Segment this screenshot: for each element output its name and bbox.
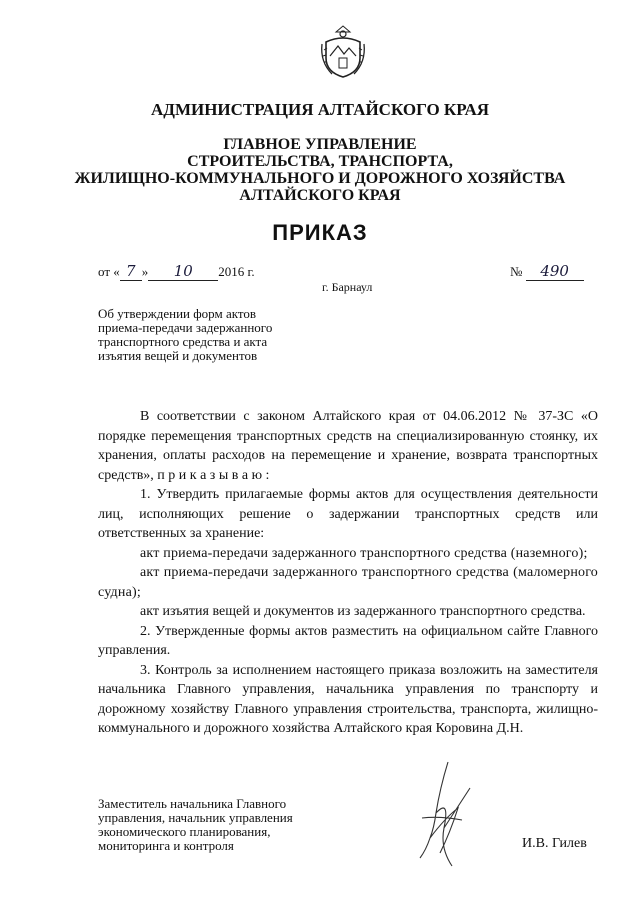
document-type: ПРИКАЗ xyxy=(272,220,368,245)
signatory-title-line: Заместитель начальника Главного xyxy=(98,796,287,811)
body-paragraph: В соответствии с законом Алтайского края от 04.06.2012 № 37-ЗС «О порядке перемещения транспортных средств на специализированную стоянку, их хранения, оплаты расходов на перемещение и хранение, возврата транспортных средств», п р и к а з ы в а ю : xyxy=(98,409,598,483)
number-prefix: № xyxy=(510,264,523,279)
signatory-title-line: мониторинга и контроля xyxy=(98,838,234,853)
signatory-title xyxy=(98,797,358,853)
department-line: АЛТАЙСКОГО КРАЯ xyxy=(239,187,401,204)
date-prefix: от « xyxy=(98,264,120,279)
administration-title: АДМИНИСТРАЦИЯ АЛТАЙСКОГО КРАЯ xyxy=(150,100,490,119)
signatory-title-line: экономического планирования, xyxy=(98,824,271,839)
date-month: 10 xyxy=(148,262,218,281)
order-date xyxy=(98,262,255,281)
body-paragraph: акт изъятия вещей и документов из задержанного транспортного средства. xyxy=(140,604,586,619)
body-paragraph: акт приема-передачи задержанного транспортного средства (маломерного судна); xyxy=(98,565,598,600)
handwritten-signature xyxy=(400,758,490,870)
order-body xyxy=(98,407,598,739)
body-paragraph: акт приема-передачи задержанного транспортного средства (наземного); xyxy=(140,545,588,561)
department-title xyxy=(0,136,640,204)
order-subject xyxy=(98,307,338,363)
signatory-name: И.В. Гилев xyxy=(522,836,587,851)
signatory-title-line: управления, начальник управления xyxy=(98,810,293,825)
date-year: 2016 г. xyxy=(218,264,255,279)
subject-line: приема-передачи задержанного xyxy=(98,320,273,335)
subject-line: изъятия вещей и документов xyxy=(98,348,258,363)
date-mid: » xyxy=(141,264,149,279)
date-day: 7 xyxy=(120,262,142,281)
department-line: СТРОИТЕЛЬСТВА, ТРАНСПОРТА, xyxy=(187,153,453,170)
body-paragraph: 3. Контроль за исполнением настоящего приказа возложить на заместителя начальника Главного управления, начальника управления по транспорту и дорожному хозяйству Главного управления строительства, транспорта, жилищно-коммунального и дорожного хозяйства Алтайского края Коровина Д.Н. xyxy=(98,662,598,736)
number-value: 490 xyxy=(526,262,584,281)
department-line: ГЛАВНОЕ УПРАВЛЕНИЕ xyxy=(223,136,417,153)
body-paragraph: 1. Утвердить прилагаемые формы актов для осуществления деятельности лиц, исполняющих решение о задержании транспортных средств или ответственных за хранение: xyxy=(98,487,598,541)
subject-line: Об утверждении форм актов xyxy=(98,306,257,321)
subject-line: транспортного средства и акта xyxy=(98,334,268,349)
city: г. Барнаул xyxy=(322,280,373,294)
body-paragraph: 2. Утвержденные формы актов разместить на официальном сайте Главного управления. xyxy=(98,623,598,658)
coat-of-arms-icon xyxy=(318,22,368,80)
department-line: ЖИЛИЩНО-КОММУНАЛЬНОГО И ДОРОЖНОГО ХОЗЯЙСТВА xyxy=(74,170,566,187)
order-number xyxy=(510,262,584,281)
